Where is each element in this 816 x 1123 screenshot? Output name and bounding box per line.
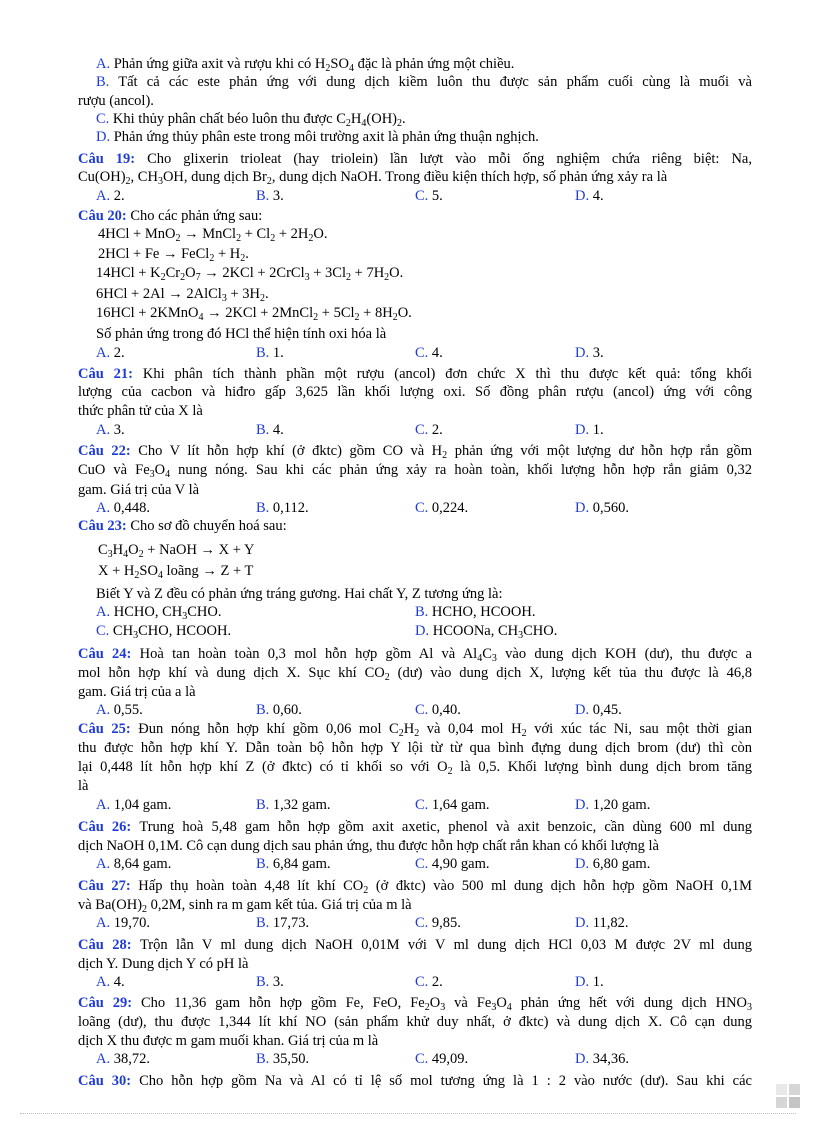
answer-option-a: [96, 603, 221, 621]
option-value: 0,40.: [431, 702, 461, 718]
line-text: CuO và $Fe_3O_4$ nung nóng. Sau khi các phản ứng xảy ra hoàn toàn, khối lượng hỗn hợp rắn giảm 0,32: [78, 462, 752, 480]
line-text: lượng của cacbon và hiđro gấp 3,625 lần khối lượng oxi. Số đồng phân rượu (ancol) ứng với công: [78, 384, 752, 400]
option-value: 34,36.: [592, 1051, 629, 1067]
option-value: 1,04 gam.: [113, 797, 172, 813]
option-value: 4.: [272, 422, 284, 438]
option-label: A.: [96, 422, 114, 438]
text-line: [78, 1013, 752, 1031]
line-text: $Cu(OH)_2$, $CH_3OH$, dung dịch $Br_2$, dung dịch NaOH. Trong điều kiện thích hợp, số phản ứng xảy ra là: [78, 169, 668, 187]
option-label: D.: [575, 797, 593, 813]
text-line: [96, 304, 770, 322]
question-22-line: [78, 442, 752, 460]
option-label: A.: [96, 500, 114, 516]
line-text: Trung hoà 5,48 gam hỗn hợp gồm axit axetic, phenol và axit benzoic, cần dùng 600 ml dung: [139, 819, 752, 835]
line-text: $C_3H_4O_2$ + NaOH → X + Y: [98, 542, 255, 560]
option-label: D.: [575, 422, 593, 438]
answer-option-c: [96, 622, 231, 640]
answer-option-a: [96, 344, 125, 362]
line-text: 4HCl + MnO$_2$ → MnCl$_2$ + $Cl_2 + 2H_2O$.: [98, 226, 328, 244]
answer-option-d: [575, 187, 604, 205]
text-line: [78, 461, 752, 479]
option-value: 4.: [431, 345, 443, 361]
text-line: [96, 285, 770, 303]
answer-option-b: [415, 603, 535, 621]
question-number: Câu 25:: [78, 721, 139, 737]
answer-option-a: [96, 1050, 150, 1068]
question-19-line: [78, 150, 752, 168]
option-value: 0,112.: [272, 500, 309, 516]
answer-option-c: [415, 344, 443, 362]
answer-option-a: [96, 796, 171, 814]
answer-option-c: [415, 1050, 468, 1068]
answer-option-b: [256, 796, 331, 814]
line-text: Trộn lẫn V ml dung dịch NaOH 0,01M với V ml dung dịch HCl 0,03 M được 2V ml dung: [139, 937, 752, 953]
text-line: [78, 168, 752, 186]
line-text: Cho các phản ứng sau:: [130, 208, 263, 224]
option-value: 0,55.: [113, 702, 143, 718]
option-value: 1,64 gam.: [431, 797, 490, 813]
option-value: 1,32 gam.: [272, 797, 331, 813]
text-line: [78, 481, 752, 499]
answer-option-c: [415, 499, 468, 517]
question-number: Câu 21:: [78, 366, 143, 382]
option-value: HCHO, $CH_3CHO$.: [113, 604, 222, 622]
answer-option-c: [415, 187, 443, 205]
answer-option-d: [575, 973, 604, 991]
option-value: 19,70.: [113, 915, 150, 931]
option-value: 3.: [272, 974, 284, 990]
option-label: C.: [415, 702, 432, 718]
answer-option-b: [256, 1050, 309, 1068]
answer-option-c: [415, 701, 461, 719]
answer-option-d: [575, 421, 604, 439]
option-label: C.: [415, 422, 432, 438]
option-label: C.: [415, 500, 432, 516]
line-text: Cho V lít hỗn hợp khí (ở đktc) gồm CO và $H_2$ phản ứng với một lượng dư hỗn hợp rắn gồm: [138, 443, 752, 461]
option-value: 1.: [592, 422, 604, 438]
option-value: 11,82.: [592, 915, 629, 931]
answer-option-b: [256, 421, 284, 439]
answer-option-c: [415, 421, 443, 439]
answer-option-a: [96, 914, 150, 932]
corner-decoration-icon: [776, 1084, 800, 1108]
option-label: B.: [256, 500, 273, 516]
option-value: 4,90 gam.: [431, 856, 490, 872]
line-text: dịch X thu được m gam muối khan. Giá trị của m là: [78, 1033, 379, 1049]
line-text: Tất cả các este phản ứng với dung dịch kiềm luôn thu được sản phẩm cuối cùng là muối và: [118, 74, 752, 90]
option-label: B.: [415, 604, 432, 620]
option-label: D.: [575, 500, 593, 516]
text-line: [98, 245, 772, 263]
option-value: 5.: [431, 188, 443, 204]
option-label: C.: [96, 111, 113, 127]
option-label: D.: [575, 345, 593, 361]
option-value: 9,85.: [431, 915, 461, 931]
line-text: Cho 11,36 gam hỗn hợp gồm Fe, FeO, $Fe_2O_3$ và $Fe_3O_4$ phản ứng hết với dung dịch $HNO_3$: [141, 995, 753, 1013]
option-label: B.: [256, 188, 273, 204]
option-d-line: [96, 128, 752, 146]
option-label: A.: [96, 1051, 114, 1067]
text-line: [78, 683, 752, 701]
option-label: C.: [415, 797, 432, 813]
line-text: thu được hỗn hợp khí Y. Dẫn toàn bộ hỗn hợp Y lội từ từ qua bình đựng dung dịch brom (dư) thì còn: [78, 740, 752, 756]
option-label: B.: [256, 1051, 273, 1067]
line-text: Cho sơ đồ chuyển hoá sau:: [130, 518, 287, 534]
line-text: gam. Giá trị của a là: [78, 684, 196, 700]
option-b-line: [96, 73, 752, 91]
question-number: Câu 26:: [78, 819, 140, 835]
line-text: dịch NaOH 0,1M. Cô cạn dung dịch sau phản ứng, thu được hỗn hợp chất rắn khan có khối lượng là: [78, 838, 659, 854]
answer-option-c: [415, 973, 443, 991]
answer-option-d: [575, 344, 604, 362]
text-line: [78, 1032, 752, 1050]
text-line: [78, 383, 752, 401]
line-text: dịch Y. Dung dịch Y có pH là: [78, 956, 249, 972]
option-label: B.: [256, 856, 273, 872]
text-line: [78, 758, 752, 776]
option-value: 0,448.: [113, 500, 150, 516]
line-text: Hấp thụ hoàn toàn 4,48 lít khí $CO_2$ (ở đktc) vào 500 ml dung dịch hỗn hợp gồm NaOH 0,1M: [138, 878, 753, 896]
text-line: [96, 585, 752, 603]
option-label: D.: [415, 623, 433, 639]
text-line: [98, 225, 772, 243]
text-line: [78, 955, 752, 973]
option-label: B.: [256, 422, 273, 438]
line-text: thức phân tử của X là: [78, 403, 203, 419]
question-30-line: [78, 1072, 752, 1090]
option-label: B.: [256, 915, 273, 931]
line-text: Hoà tan hoàn toàn 0,3 mol hỗn hợp gồm Al và $Al_4C_3$ vào dung dịch KOH (dư), thu được a: [139, 646, 752, 664]
option-label: A.: [96, 188, 114, 204]
option-value: 1.: [592, 974, 604, 990]
option-value: 3.: [113, 422, 125, 438]
line-text: 16HCl + 2KMnO$_4$ → 2KCl + 2MnCl$_2$ + $5Cl_2 + 8H_2O$.: [96, 305, 412, 323]
answer-option-a: [96, 499, 150, 517]
text-line: [78, 896, 752, 914]
line-text: Khi thủy phân chất béo luôn thu được $C_2H_4(OH)_2$.: [112, 111, 406, 129]
option-label: D.: [96, 129, 114, 145]
line-text: loãng (dư), thu được 1,344 lít khí NO (sản phẩm khử duy nhất, ở đktc) và dung dịch X. Cô cạn dung: [78, 1014, 752, 1030]
question-number: Câu 20:: [78, 208, 131, 224]
option-value: 1.: [272, 345, 284, 361]
line-text: là: [78, 778, 89, 794]
option-label: D.: [575, 702, 593, 718]
answer-option-a: [96, 187, 125, 205]
option-value: 0,224.: [431, 500, 469, 516]
option-value: 0,560.: [592, 500, 629, 516]
option-value: 35,50.: [272, 1051, 310, 1067]
line-text: rượu (ancol).: [78, 93, 154, 109]
option-c-line: [96, 110, 752, 128]
option-value: 0,45.: [592, 702, 622, 718]
text-line: [78, 777, 752, 795]
option-a-line: [96, 55, 752, 73]
line-text: $X + H_2SO_4$ loãng → Z + T: [98, 563, 254, 581]
option-label: D.: [575, 1051, 593, 1067]
answer-option-a: [96, 855, 171, 873]
text-line: [98, 541, 772, 559]
answer-option-d: [575, 701, 622, 719]
option-value: 4.: [592, 188, 604, 204]
line-text: mol hỗn hợp khí và dung dịch X. Sục khí $CO_2$ (dư) vào dung dịch X, lượng kết tủa thu được là 46,8: [78, 665, 753, 683]
option-label: D.: [575, 188, 593, 204]
option-value: 0,60.: [272, 702, 302, 718]
answer-option-d: [575, 796, 650, 814]
answer-option-d: [575, 499, 629, 517]
question-number: Câu 27:: [78, 878, 139, 894]
option-label: B.: [256, 797, 273, 813]
text-line: [96, 264, 770, 282]
line-text: Cho hỗn hợp gồm Na và Al có tỉ lệ số mol tương ứng là 1 : 2 vào nước (dư). Sau khi các: [139, 1073, 752, 1089]
question-number: Câu 19:: [78, 151, 148, 167]
answer-option-a: [96, 973, 125, 991]
line-text: Cho glixerin trioleat (hay triolein) lần lượt vào mỗi ống nghiệm chứa riêng biệt: Na,: [147, 151, 752, 167]
question-number: Câu 23:: [78, 518, 131, 534]
answer-option-b: [256, 187, 284, 205]
question-26-line: [78, 818, 752, 836]
answer-option-d: [415, 622, 557, 640]
answer-option-b: [256, 855, 331, 873]
line-text: Phản ứng giữa axit và rượu khi có $H_2SO_4$ đặc là phản ứng một chiều.: [113, 56, 515, 74]
text-line: [78, 402, 752, 420]
line-text: gam. Giá trị của V là: [78, 482, 200, 498]
text-line: [78, 837, 752, 855]
option-label: B.: [96, 74, 119, 90]
question-25-line: [78, 720, 752, 738]
option-label: A.: [96, 856, 114, 872]
question-number: Câu 28:: [78, 937, 140, 953]
answer-option-d: [575, 855, 650, 873]
question-number: Câu 30:: [78, 1073, 140, 1089]
option-value: 2.: [113, 345, 125, 361]
question-24-line: [78, 645, 752, 663]
option-value: 4.: [113, 974, 125, 990]
text-line: [78, 92, 752, 110]
option-value: 3.: [592, 345, 604, 361]
question-21-line: [78, 365, 752, 383]
line-text: Khi phân tích thành phần một rượu (ancol) đơn chức X thì thu được kết quả: tổng khối: [142, 366, 752, 382]
answer-option-b: [256, 973, 284, 991]
option-label: C.: [415, 856, 432, 872]
option-label: C.: [415, 974, 432, 990]
question-number: Câu 22:: [78, 443, 139, 459]
option-label: C.: [415, 345, 432, 361]
option-label: D.: [575, 856, 593, 872]
option-label: B.: [256, 974, 273, 990]
line-text: lại 0,448 lít hỗn hợp khí Z (ở đktc) có tỉ khối so với $O_2$ là 0,5. Khối lượng bình dung dịch brom tăng: [78, 759, 752, 777]
option-label: A.: [96, 702, 114, 718]
answer-option-b: [256, 499, 309, 517]
option-label: A.: [96, 974, 114, 990]
option-label: A.: [96, 915, 114, 931]
question-number: Câu 29:: [78, 995, 142, 1011]
option-label: A.: [96, 56, 114, 72]
option-label: A.: [96, 604, 114, 620]
option-label: C.: [415, 188, 432, 204]
answer-option-b: [256, 344, 284, 362]
text-line: [96, 325, 752, 343]
text-line: [78, 664, 752, 682]
answer-option-d: [575, 1050, 629, 1068]
answer-option-a: [96, 421, 125, 439]
option-label: C.: [415, 1051, 432, 1067]
line-text: 6HCl + 2Al → 2AlCl$_3$ + $3H_2$.: [96, 286, 269, 304]
option-label: B.: [256, 345, 273, 361]
line-text: Biết Y và Z đều có phản ứng tráng gương. Hai chất Y, Z tương ứng là:: [96, 586, 503, 602]
option-label: A.: [96, 797, 114, 813]
option-value: HCHO, HCOOH.: [431, 604, 536, 620]
answer-option-d: [575, 914, 628, 932]
option-value: 1,20 gam.: [592, 797, 651, 813]
option-label: D.: [575, 974, 593, 990]
question-23-line: [78, 517, 752, 535]
answer-option-b: [256, 701, 302, 719]
option-value: 17,73.: [272, 915, 310, 931]
option-value: 38,72.: [113, 1051, 150, 1067]
option-value: 2.: [113, 188, 125, 204]
option-value: 3.: [272, 188, 284, 204]
option-label: B.: [256, 702, 273, 718]
option-label: D.: [575, 915, 593, 931]
option-value: $CH_3CHO$, HCOOH.: [112, 623, 232, 641]
option-label: A.: [96, 345, 114, 361]
option-value: 2.: [431, 422, 443, 438]
answer-option-c: [415, 914, 461, 932]
question-20-line: [78, 207, 752, 225]
answer-option-c: [415, 796, 490, 814]
option-label: C.: [415, 915, 432, 931]
question-29-line: [78, 994, 752, 1012]
option-value: 2.: [431, 974, 443, 990]
line-text: Số phản ứng trong đó HCl thể hiện tính oxi hóa là: [96, 326, 387, 342]
line-text: và $Ba(OH)_2$ 0,2M, sinh ra m gam kết tủa. Giá trị của m là: [78, 897, 412, 915]
answer-option-a: [96, 701, 143, 719]
option-value: HCOONa, $CH_3CHO$.: [432, 623, 558, 641]
question-number: Câu 24:: [78, 646, 140, 662]
footer-rule: [20, 1113, 796, 1114]
question-28-line: [78, 936, 752, 954]
answer-option-c: [415, 855, 490, 873]
option-label: C.: [96, 623, 113, 639]
option-value: 49,09.: [431, 1051, 469, 1067]
option-value: 8,64 gam.: [113, 856, 172, 872]
line-text: 2HCl + Fe → FeCl$_2$ + $H_2$.: [98, 246, 249, 264]
answer-option-b: [256, 914, 309, 932]
text-line: [98, 562, 772, 580]
line-text: Phản ứng thủy phân este trong môi trường axit là phản ứng thuận nghịch.: [113, 129, 539, 145]
question-27-line: [78, 877, 752, 895]
option-value: 6,80 gam.: [592, 856, 651, 872]
line-text: $14HCl + K_2Cr_2O_7 \to 2KCl$ + 2CrCl$_3$ + $3Cl_2 + 7H_2O$.: [96, 265, 404, 283]
text-line: [78, 739, 752, 757]
line-text: Đun nóng hỗn hợp khí gồm 0,06 mol $C_2H_2$ và 0,04 mol $H_2$ với xúc tác Ni, sau một thời gian: [138, 721, 752, 739]
option-value: 6,84 gam.: [272, 856, 331, 872]
